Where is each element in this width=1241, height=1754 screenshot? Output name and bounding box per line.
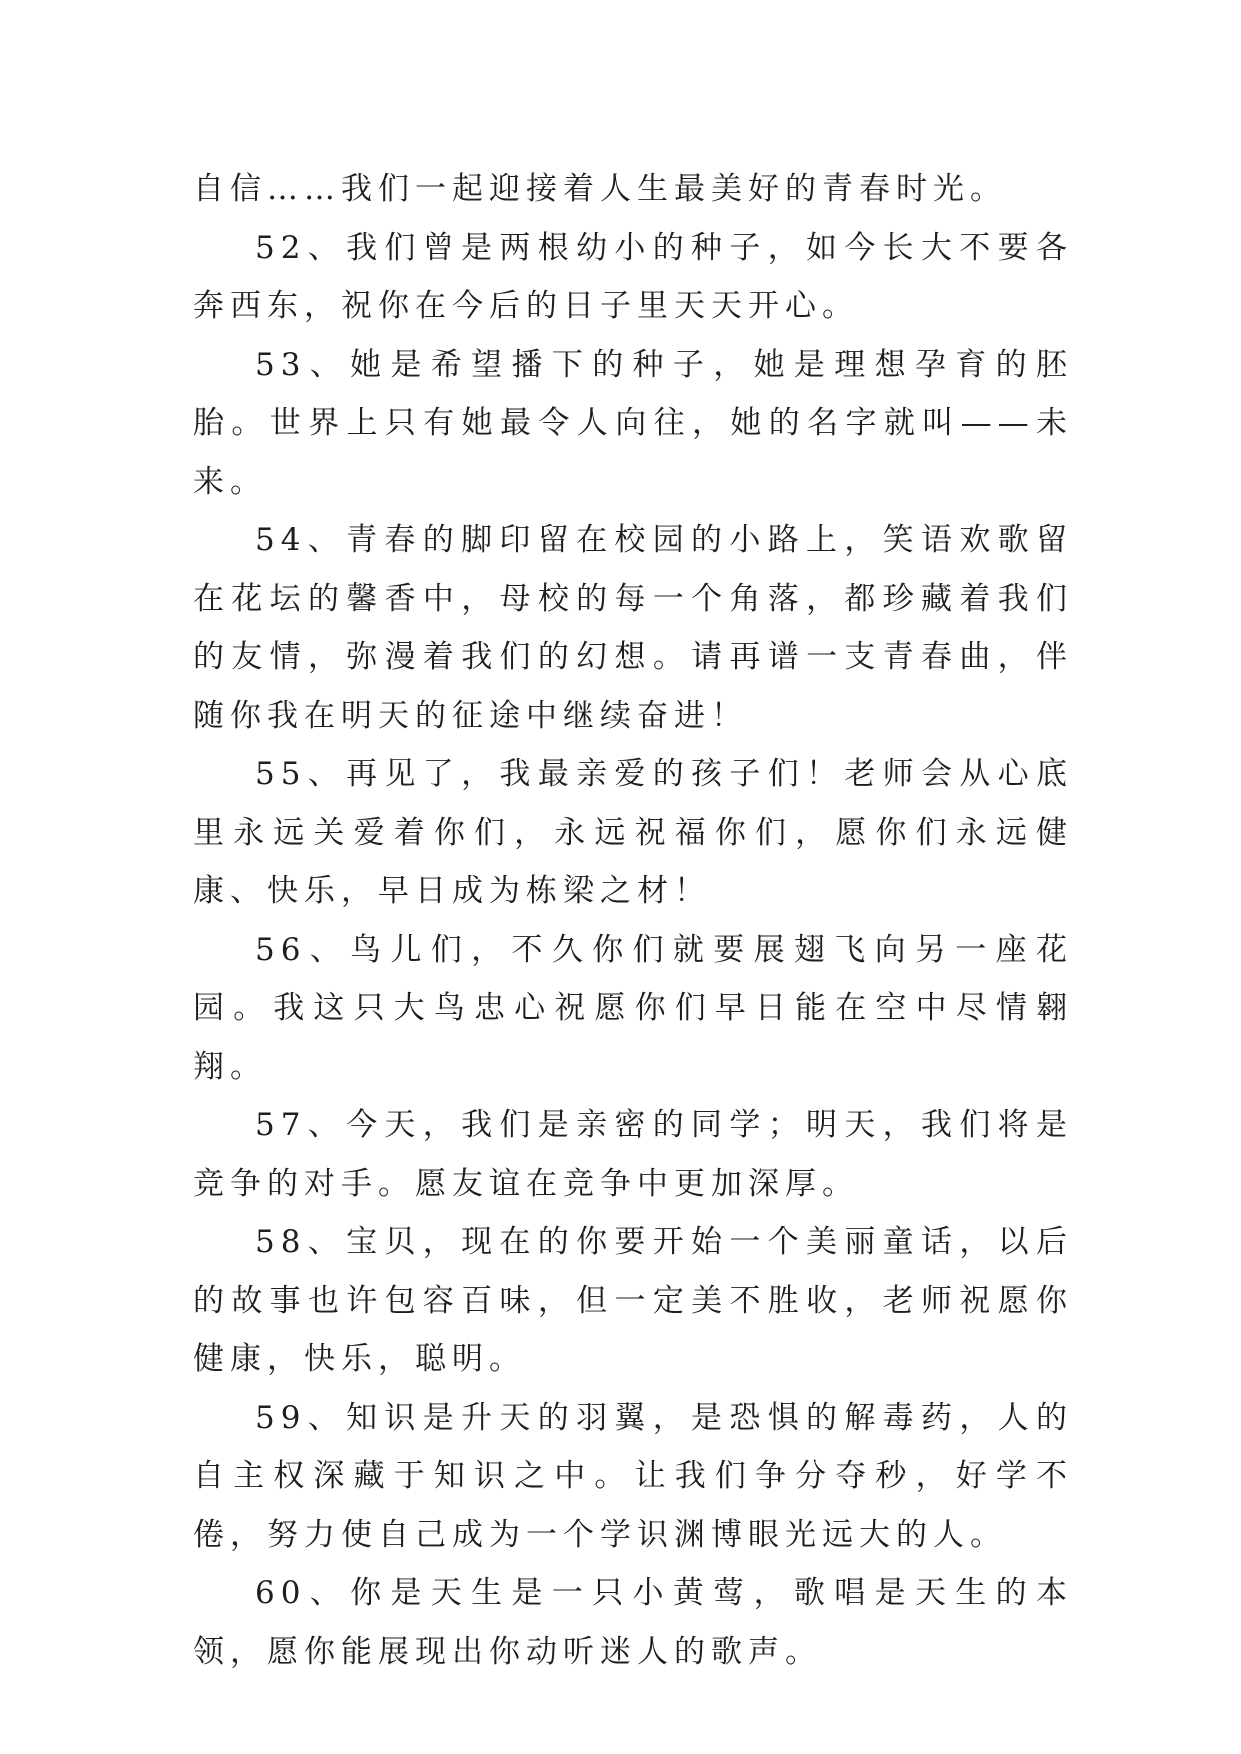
paragraph-continuation: 自信……我们一起迎接着人生最美好的青春时光。 [193, 171, 1007, 207]
paragraph-54: 54、青春的脚印留在校园的小路上，笑语欢歌留在花坛的馨香中，母校的每一个角落，都珍藏着我们的友情，弥漫着我们的幻想。请再谱一支青春曲，伴随你我在明天的征途中继续奋进！ [193, 522, 1073, 734]
paragraph-57: 57、今天，我们是亲密的同学；明天，我们将是竞争的对手。愿友谊在竞争中更加深厚。 [193, 1107, 1073, 1202]
paragraph-52: 52、我们曾是两根幼小的种子，如今长大不要各奔西东，祝你在今后的日子里天天开心。 [193, 229, 1073, 324]
paragraph-58: 58、宝贝，现在的你要开始一个美丽童话，以后的故事也许包容百味，但一定美不胜收，老师祝愿你健康，快乐，聪明。 [193, 1224, 1073, 1377]
paragraph-56: 56、鸟儿们，不久你们就要展翅飞向另一座花园。我这只大鸟忠心祝愿你们早日能在空中尽情翱翔。 [193, 931, 1073, 1085]
paragraph-55: 55、再见了，我最亲爱的孩子们！老师会从心底里永远关爱着你们，永远祝福你们，愿你们永远健康、快乐，早日成为栋梁之材！ [193, 756, 1073, 909]
paragraph-59: 59、知识是升天的羽翼，是恐惧的解毒药，人的自主权深藏于知识之中。让我们争分夺秒，好学不倦，努力使自己成为一个学识渊博眼光远大的人。 [193, 1399, 1073, 1553]
paragraph-60: 60、你是天生是一只小黄莺，歌唱是天生的本领，愿你能展现出你动听迷人的歌声。 [193, 1575, 1073, 1670]
document-body [193, 160, 1073, 1681]
paragraph-53: 53、她是希望播下的种子，她是理想孕育的胚胎。世界上只有她最令人向往，她的名字就叫——未来。 [193, 346, 1073, 500]
